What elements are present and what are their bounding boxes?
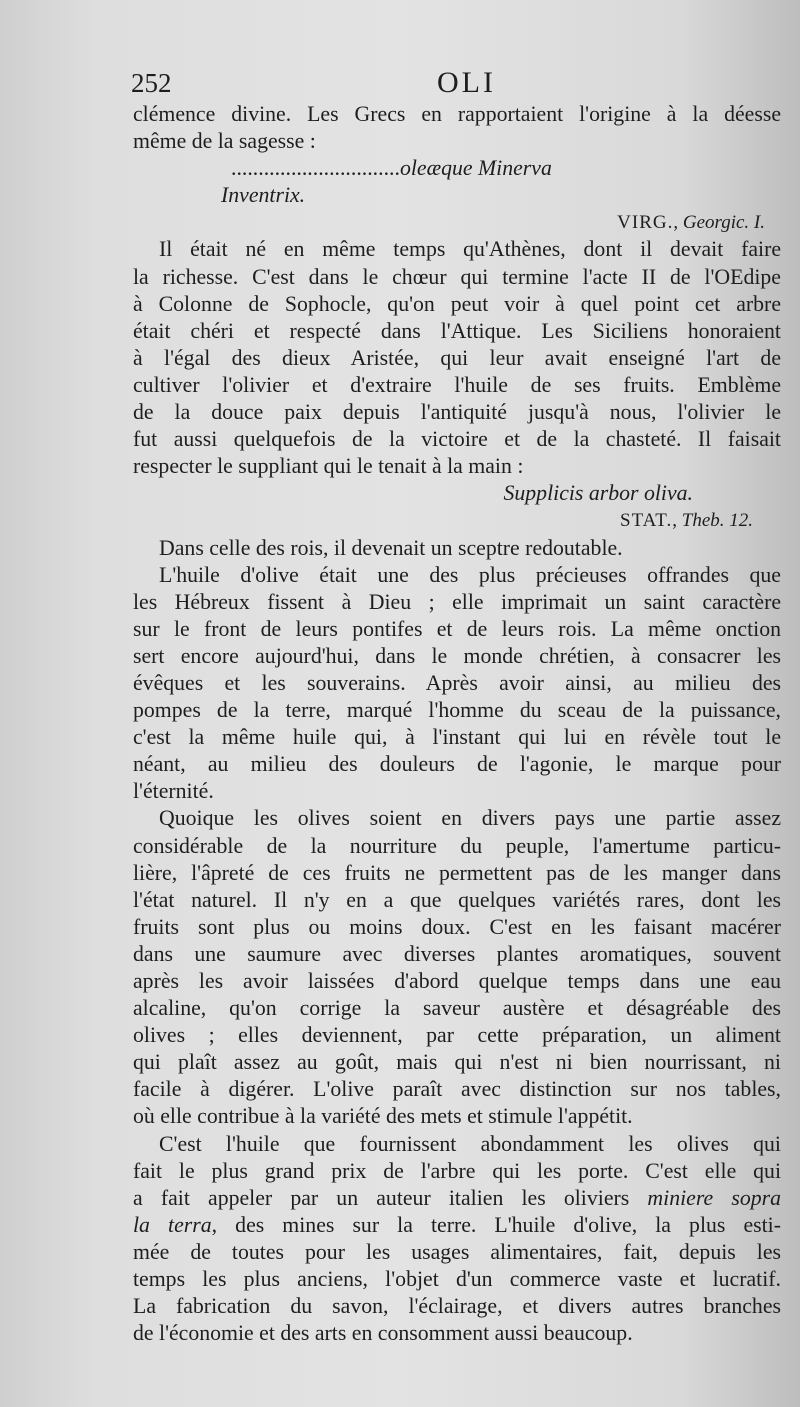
text-line: La fabrication du savon, l'éclairage, et divers autres branches [133, 1294, 781, 1319]
text-line: de la douce paix depuis l'antiquité jusqu'à nous, l'olivier le [133, 400, 781, 425]
text-line: C'est l'huile que fournissent abondamment les olives qui [159, 1131, 781, 1156]
text-line: respecter le suppliant qui le tenait à la main : [133, 454, 524, 479]
text-line: sur le front de leurs pontifes et de leurs rois. La même onction [133, 616, 781, 641]
text-line: néant, au milieu des douleurs de l'agonie, le marque pour [133, 752, 781, 777]
citation-author: VIRG. [617, 212, 674, 234]
text-line: évêques et les souverains. Après avoir ainsi, au milieu des [133, 670, 781, 695]
text-line: temps les plus anciens, l'objet d'un commerce vaste et lucratif. [133, 1267, 781, 1292]
citation-work: Georgic. I. [682, 212, 765, 234]
quote-text: oleæque Minerva [399, 156, 552, 181]
text-line: fut aussi quelquefois de la victoire et de la chasteté. Il faisait [133, 427, 781, 452]
citation: VIRG., Georgic. I. [617, 212, 765, 234]
text-line: fruits sont plus ou moins doux. C'est en les faisant macérer [133, 914, 781, 939]
quote-line [133, 155, 781, 182]
text-line: était chéri et respecté dans l'Attique. Les Siciliens honoraient [133, 318, 781, 343]
text-line: à l'égal des dieux Aristée, qui leur avait enseigné l'art de [133, 345, 781, 370]
text-line: où elle contribue à la variété des mets et stimule l'appétit. [133, 1104, 633, 1129]
text-line: L'huile d'olive était une des plus précieuses offrandes que [159, 562, 781, 587]
text-line: pompes de la terre, marqué l'homme du sceau de la puissance, [133, 698, 781, 723]
text-line: même de la sagesse : [133, 129, 316, 154]
text-line: c'est la même huile qui, à l'instant qui lui en révèle tout le [133, 725, 781, 750]
text-line: après les avoir laissées d'abord quelque temps dans une eau [133, 969, 781, 993]
text-line: Quoique les olives soient en divers pays une partie assez [159, 806, 781, 831]
text-line: de l'économie et des arts en consomment aussi beaucoup. [133, 1321, 633, 1346]
text-line: olives ; elles deviennent, par cette préparation, un aliment [133, 1023, 781, 1048]
citation-work: Theb. 12. [681, 510, 753, 532]
text-span: a fait appeler par un auteur italien les oliviers [133, 1185, 630, 1210]
text-line: mée de toutes pour les usages alimentaires, fait, depuis les [133, 1239, 781, 1264]
text-span: , des mines sur la terre. L'huile d'olive, la plus esti- [211, 1212, 781, 1237]
text-line: la richesse. C'est dans le chœur qui termine l'acte II de l'OEdipe [133, 264, 781, 289]
body-text [133, 101, 781, 1347]
text-line: sert encore aujourd'hui, dans le monde chrétien, à consacrer les [133, 643, 781, 668]
quote-line: Supplicis arbor oliva. [503, 481, 693, 506]
text-line: facile à digérer. L'olive paraît avec distinction sur nos tables, [133, 1077, 781, 1102]
text-line [133, 1212, 781, 1239]
text-line: cultiver l'olivier et d'extraire l'huile de ses fruits. Emblème [133, 372, 781, 397]
running-head: OLI [437, 66, 496, 99]
text-line: fait le plus grand prix de l'arbre qui les porte. C'est elle qui [133, 1158, 781, 1183]
text-line: clémence divine. Les Grecs en rapportaient l'origine à la déesse [133, 102, 781, 126]
page-header [131, 62, 771, 106]
quote-ellipsis: ............................... [231, 156, 400, 181]
text-line: Il était né en même temps qu'Athènes, dont il devait faire [159, 237, 781, 262]
citation-author: STAT. [620, 510, 673, 532]
text-line: à Colonne de Sophocle, qu'on peut voir à quel point cet arbre [133, 291, 781, 316]
quote-line: Inventrix. [221, 183, 306, 208]
text-line: les Hébreux fissent à Dieu ; elle imprimait un saint caractère [133, 589, 781, 614]
italic-span: miniere sopra [647, 1185, 781, 1210]
italic-span: la terra [133, 1212, 212, 1237]
text-line: considérable de la nourriture du peuple, l'amertume particu- [133, 833, 781, 858]
citation: STAT., Theb. 12. [620, 510, 753, 532]
text-line: Dans celle des rois, il devenait un sceptre redoutable. [159, 535, 623, 560]
text-line: qui plaît assez au goût, mais qui n'est ni bien nourrissant, ni [133, 1050, 781, 1075]
text-line: l'état naturel. Il n'y en a que quelques variétés rares, dont les [133, 887, 781, 912]
text-line: dans une saumure avec diverses plantes aromatiques, souvent [133, 941, 781, 966]
text-line: l'éternité. [133, 779, 214, 804]
text-line: lière, l'âpreté de ces fruits ne permettent pas de les manger dans [133, 860, 781, 885]
text-line: alcaline, qu'on corrige la saveur austère et désagréable des [133, 996, 781, 1021]
page-number: 252 [131, 68, 172, 98]
text-line [133, 1185, 781, 1212]
